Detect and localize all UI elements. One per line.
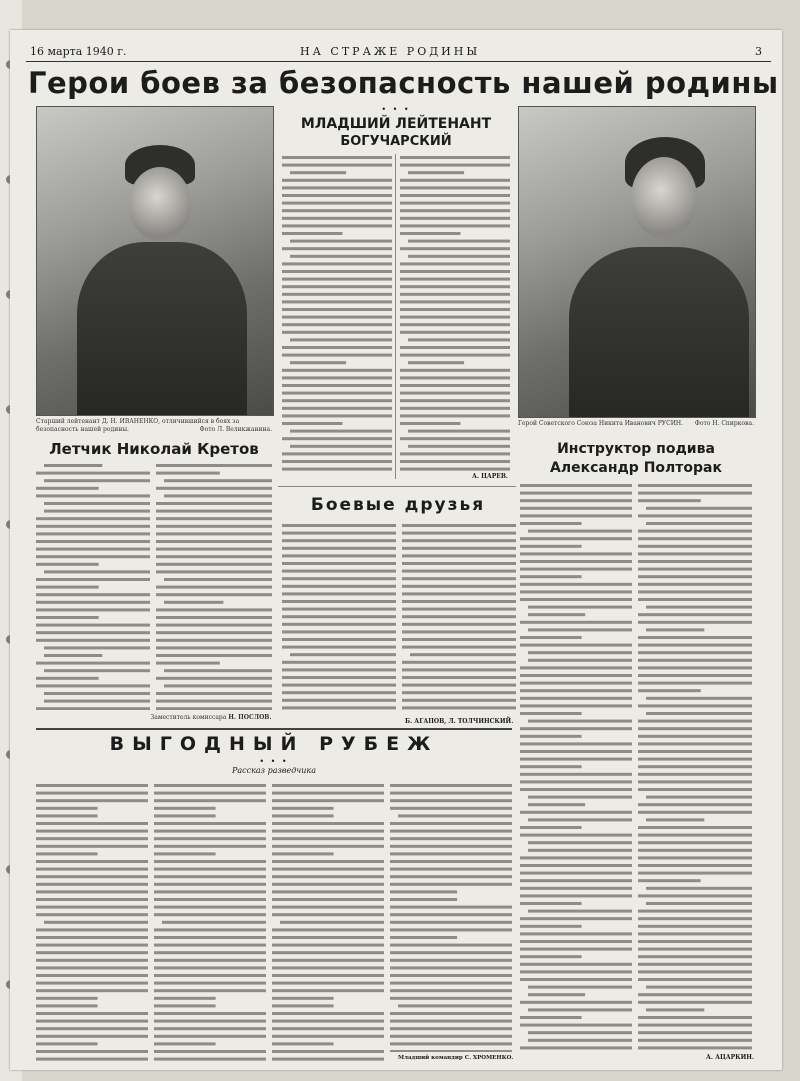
newspaper-name: НА СТРАЖЕ РОДИНЫ	[300, 45, 481, 58]
article-bogucharsky-title-1: МЛАДШИЙ ЛЕЙТЕНАНТ	[300, 116, 492, 132]
article-rubezh-text-col2	[154, 782, 266, 1064]
header-rule	[26, 61, 771, 62]
article-bogucharsky-title-2: БОГУЧАРСКИЙ	[340, 134, 452, 149]
article-rubezh-text-col3	[272, 782, 384, 1064]
article-rubezh-subtitle: Рассказ разведчика	[232, 766, 316, 775]
issue-date: 16 марта 1940 г.	[30, 45, 127, 58]
article-rubezh-text-col4	[390, 782, 512, 1052]
main-headline: Герои боев за безопасность нашей родины	[28, 66, 779, 100]
article-poltorak-text-col1	[520, 482, 632, 1052]
article-rubezh-signature: Младший командир С. ХРОМЕНКО.	[398, 1055, 514, 1061]
article-kretov-title: Летчик Николай Кретов	[49, 440, 259, 458]
article-friends-text-col2	[402, 522, 516, 712]
article-rubezh-text-col1	[36, 782, 148, 1064]
article-poltorak-title-2: Александр Полторак	[550, 460, 722, 476]
photo-ivanenko	[36, 106, 274, 416]
article-friends-title: Боевые друзья	[310, 495, 486, 515]
article-kretov-text-col1	[36, 462, 150, 710]
article-kretov-signature: Заместитель комиссара Н. ПОСЛОВ.	[150, 714, 272, 721]
article-bogucharsky-text-col1	[282, 154, 392, 472]
article-poltorak-signature: А. АЦАРКИН.	[706, 1054, 755, 1061]
article-poltorak-text-col2	[638, 482, 752, 1052]
article-bogucharsky-signature: А. ЦАРЕВ.	[472, 473, 508, 480]
article-friends-signature: Б. АГАПОВ, Л. ТОЛЧИНСКИЙ.	[405, 718, 514, 725]
article-friends-text-col1	[282, 522, 396, 712]
photo-rusin-caption: Герой Советского Союза Никита Иванович РУСИН. Фото Н. Спиркова.	[518, 420, 754, 427]
article-poltorak-title-1: Инструктор подива	[557, 441, 715, 457]
photo-rusin	[518, 106, 756, 418]
section-rule	[36, 728, 512, 730]
article-rubezh-title: ВЫГОДНЫЙ РУБЕЖ	[109, 733, 439, 755]
newspaper-page	[10, 30, 782, 1070]
column-rule	[395, 154, 396, 479]
ornament: • • •	[381, 105, 411, 114]
page-number: 3	[755, 45, 762, 58]
article-bogucharsky-text-col2	[400, 154, 510, 472]
article-kretov-text-col2	[156, 462, 272, 710]
section-rule	[278, 486, 516, 487]
photo-ivanenko-caption: Старший лейтенант Д. Н. ИВАНЕНКО, отличившийся в боях за безопасность нашей родины. Фото Л. Великжанина.	[36, 418, 272, 433]
ornament: • • •	[259, 757, 289, 766]
